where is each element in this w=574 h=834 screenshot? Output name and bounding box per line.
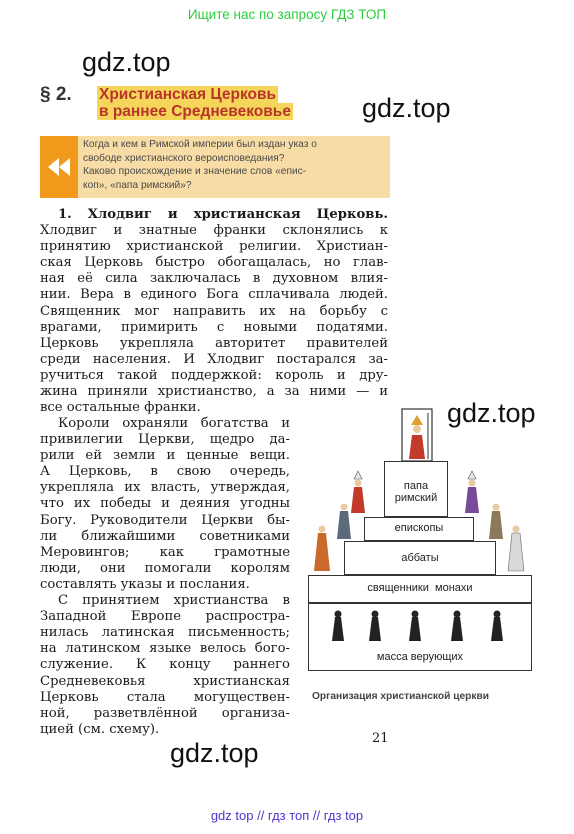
watermark: gdz.top (447, 398, 536, 428)
abbot-figure-icon (337, 504, 351, 540)
pope-figure-icon (402, 409, 432, 461)
text-line: А Церковь, в свою очередь, (40, 464, 290, 480)
text-line: Священник мог направить их на борьбу с (40, 303, 388, 319)
priests-label: священники (367, 582, 429, 594)
text-line: нии. Вера в единого Бога сплачивала людей. (40, 287, 388, 303)
text-line: жина приняли христианство, а за ними — и (40, 384, 388, 400)
believers-level (308, 603, 532, 671)
text-line: С принятием христианства в (58, 593, 290, 609)
questions-text (83, 138, 388, 192)
text-line: Короли охраняли богатства и (58, 416, 290, 431)
text-line: принятию христианской религии. Христиан- (40, 239, 388, 255)
question-line: Каково происхождение и значение слов «епис- (83, 166, 307, 178)
page-number: 21 (372, 731, 389, 746)
section-title-line2: в раннее Средневековье (99, 103, 291, 120)
text-line: привилегии Церкви, щедро да- (40, 432, 290, 448)
text-line: Меровингов; как грамотные (40, 544, 290, 560)
church-hierarchy-diagram (300, 403, 540, 685)
paragraph-heading: 1. Хлодвиг и христианская Церковь. (58, 207, 388, 222)
text-line: Западной Европе распростра- (40, 609, 290, 625)
abbots-label: аббаты (401, 552, 439, 564)
abbots-level (344, 541, 496, 575)
footer-links[interactable]: gdz top // гдз топ // гдз top (210, 808, 364, 823)
text-line: укрепляла их власть, утверждая, (40, 480, 290, 496)
question-line: коп», «папа римский»? (83, 179, 192, 191)
bishops-level (364, 517, 474, 541)
paragraph-1 (40, 207, 388, 416)
text-line: ная её сила заключалась в духовном влия- (40, 271, 388, 287)
diagram-caption: Организация христианской церкви (312, 691, 489, 702)
text-line: рили ей земли и ценные вещи. (40, 448, 290, 464)
clergy-level (308, 575, 532, 603)
rewind-arrows-icon (40, 136, 78, 198)
text-line: ли ближайшими советниками (40, 528, 290, 544)
text-line: что их победы и деяния угодны (40, 496, 290, 512)
section-number: § 2. (40, 84, 72, 105)
text-line: служение. К концу раннего (40, 657, 290, 673)
text-line: Церковь стала могуществен- (40, 689, 290, 705)
text-line: Богу. Руководители Церкви бы- (40, 512, 290, 528)
monks-label: монахи (435, 582, 473, 594)
monk-figure-icon (508, 526, 524, 572)
text-line: люди, они помогали королям (40, 560, 290, 576)
watermark: gdz.top (82, 47, 171, 77)
question-line: свободе христианского вероисповедания? (83, 152, 285, 164)
bishop-figure-icon (351, 471, 365, 513)
text-line: Церковь укрепляла авторитет правителей (40, 335, 388, 351)
bishops-label: епископы (394, 522, 444, 534)
priest-figure-icon (314, 526, 330, 572)
search-hint-link[interactable]: Ищите нас по запросу ГДЗ ТОП (187, 7, 387, 22)
paragraph-2 (40, 416, 290, 738)
text-line: Хлодвиг и знатные франки склонялись к (40, 223, 388, 239)
section-title (97, 86, 293, 120)
bishop-figure-icon (465, 471, 479, 513)
text-line: нилась латинская письменность; (40, 625, 290, 641)
text-line: врагами, примирить с новыми податями. (40, 319, 388, 335)
text-line: ной, разветвлённой организа- (40, 705, 290, 721)
abbot-figure-icon (489, 504, 503, 540)
text-line: ская Церковь быстро обогащалась, но глав- (40, 255, 388, 271)
text-line: цией (см. схему). (40, 721, 160, 737)
text-line: Средневековья христианская (40, 673, 290, 689)
text-line: на латинском языке велось бого- (40, 641, 290, 657)
watermark: gdz.top (170, 738, 259, 768)
text-line: среди населения. И Хлодвиг постарался за- (40, 351, 388, 367)
watermark: gdz.top (362, 93, 451, 123)
question-line: Когда и кем в Римской империи был издан указ о (83, 139, 317, 150)
pope-level (384, 461, 448, 517)
text-line: составлять указы и послания. (40, 576, 250, 592)
text-line: ручиться такой поддержкой: король и дру- (40, 367, 388, 383)
believers-label: масса верующих (376, 651, 464, 663)
pope-label: папа римский (394, 480, 438, 504)
section-title-line1: Христианская Церковь (99, 86, 277, 103)
text-line: все остальные франки. (40, 400, 201, 416)
